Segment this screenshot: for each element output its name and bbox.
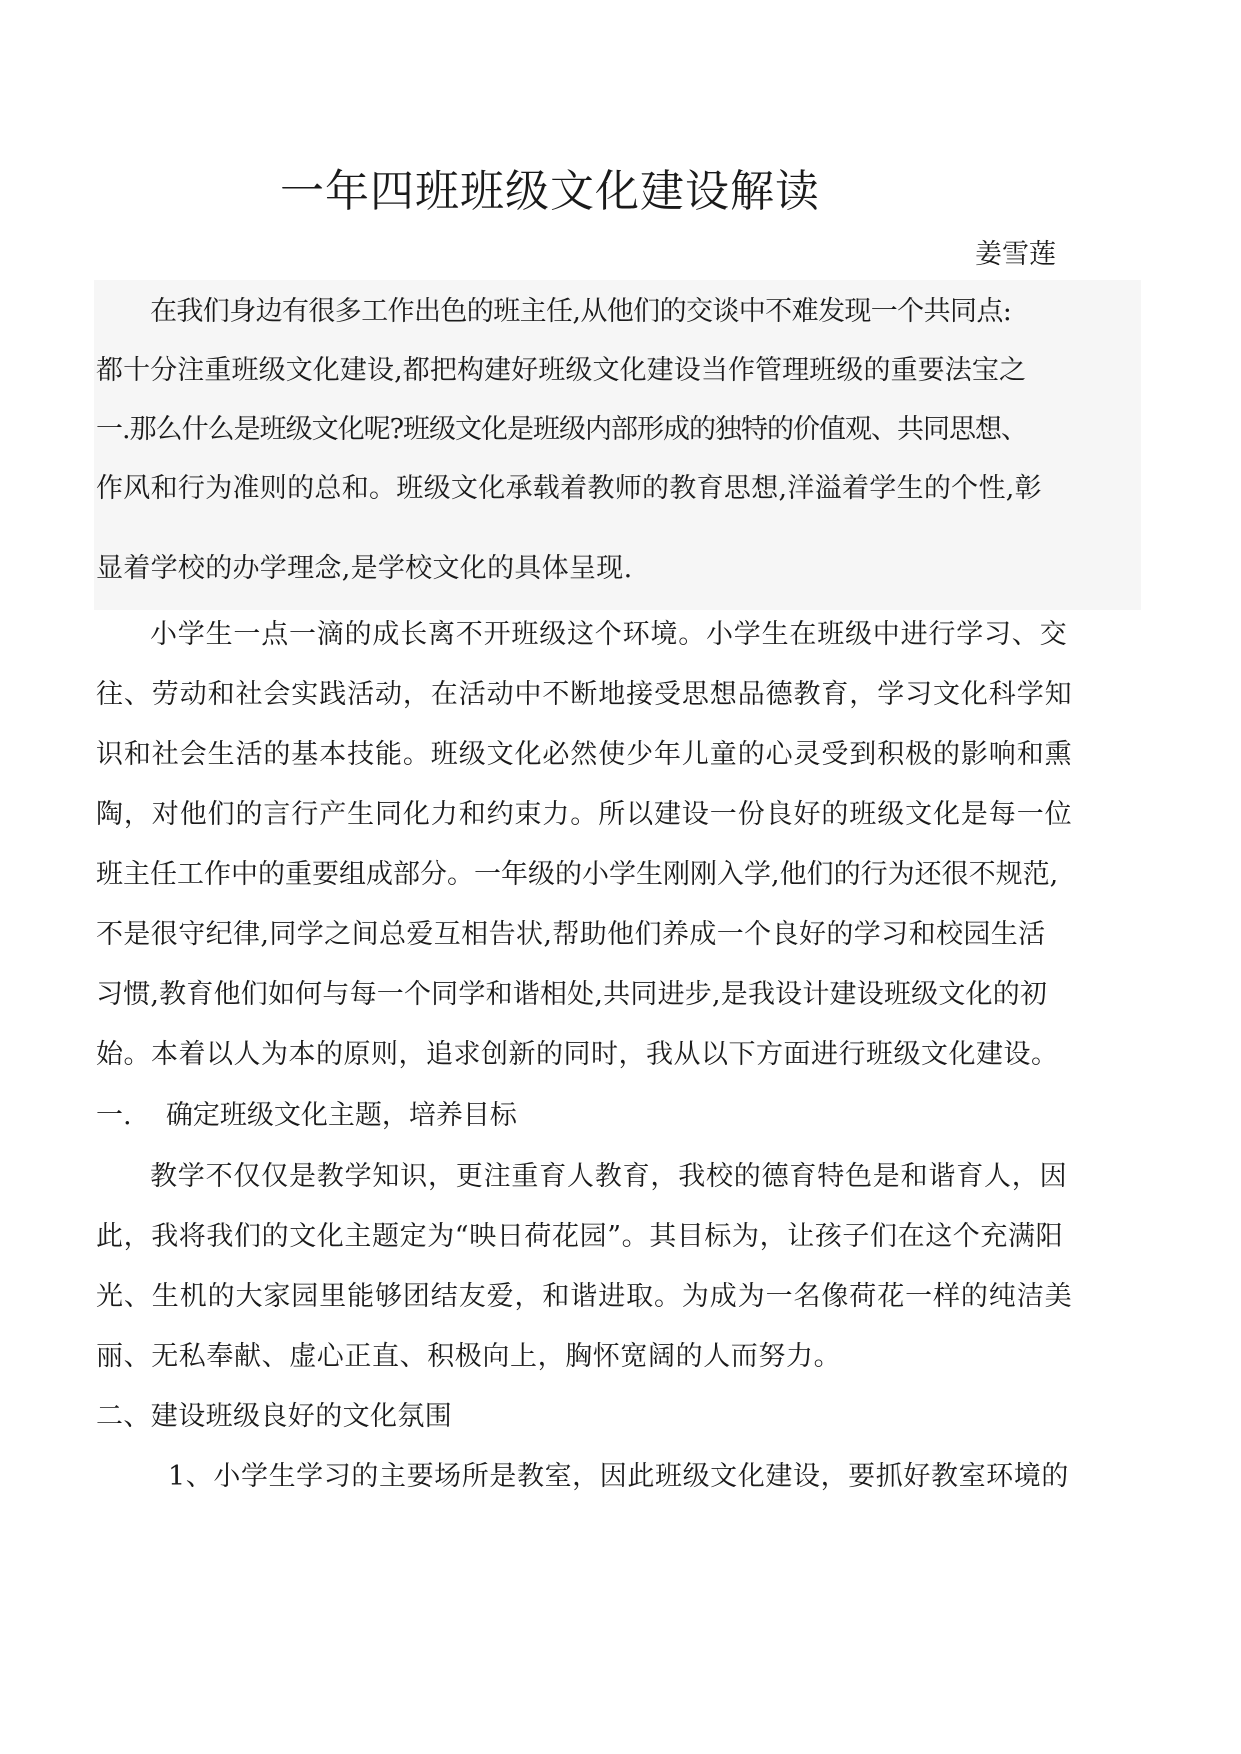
text-line: 班主任工作中的重要组成部分。一年级的小学生刚刚入学,他们的行为还很不规范, [96, 859, 1059, 890]
section-heading: 二、建设班级良好的文化氛围 [96, 1401, 453, 1432]
section-heading: 一. 确定班级文化主题，培养目标 [96, 1100, 517, 1131]
text-line: 往、劳动和社会实践活动，在活动中不断地接受思想品德教育，学习文化科学知 [96, 679, 1073, 710]
text-line: 此，我将我们的文化主题定为“映日荷花园”。其目标为，让孩子们在这个充满阳 [96, 1221, 1064, 1252]
text-line: 识和社会生活的基本技能。班级文化必然使少年儿童的心灵受到积极的影响和熏 [96, 739, 1073, 770]
text-line: 都十分注重班级文化建设,都把构建好班级文化建设当作管理班级的重要法宝之 [96, 355, 1027, 386]
author-name: 姜雪莲 [975, 239, 1056, 270]
text-line: 教学不仅仅是教学知识，更注重育人教育，我校的德育特色是和谐育人，因 [150, 1161, 1068, 1192]
text-line: 光、生机的大家园里能够团结友爱，和谐进取。为成为一名像荷花一样的纯洁美 [96, 1281, 1073, 1312]
text-line: 作风和行为准则的总和。班级文化承载着教师的教育思想,洋溢着学生的个性,彰 [96, 473, 1042, 504]
text-line: 小学生一点一滴的成长离不开班级这个环境。小学生在班级中进行学习、交 [150, 619, 1068, 650]
text-line: 陶，对他们的言行产生同化力和约束力。所以建设一份良好的班级文化是每一位 [96, 799, 1073, 830]
text-line: 始。本着以人为本的原则，追求创新的同时，我从以下方面进行班级文化建设。 [96, 1039, 1059, 1070]
text-line: 在我们身边有很多工作出色的班主任,从他们的交谈中不难发现一个共同点: [150, 296, 1012, 327]
text-line: 不是很守纪律,同学之间总爱互相告状,帮助他们养成一个良好的学习和校园生活 [96, 919, 1046, 950]
text-line: 显着学校的办学理念,是学校文化的具体呈现. [96, 553, 633, 584]
text-line: 一.那么什么是班级文化呢?班级文化是班级内部形成的独特的价值观、共同思想、 [96, 414, 1028, 445]
text-line: 丽、无私奉献、虚心正直、积极向上，胸怀宽阔的人而努力。 [96, 1341, 842, 1372]
text-line: 1、小学生学习的主要场所是教室，因此班级文化建设，要抓好教室环境的 [168, 1461, 1069, 1492]
page-title: 一年四班班级文化建设解读 [280, 166, 820, 217]
text-line: 习惯,教育他们如何与每一个同学和谐相处,共同进步,是我设计建设班级文化的初 [96, 979, 1048, 1010]
